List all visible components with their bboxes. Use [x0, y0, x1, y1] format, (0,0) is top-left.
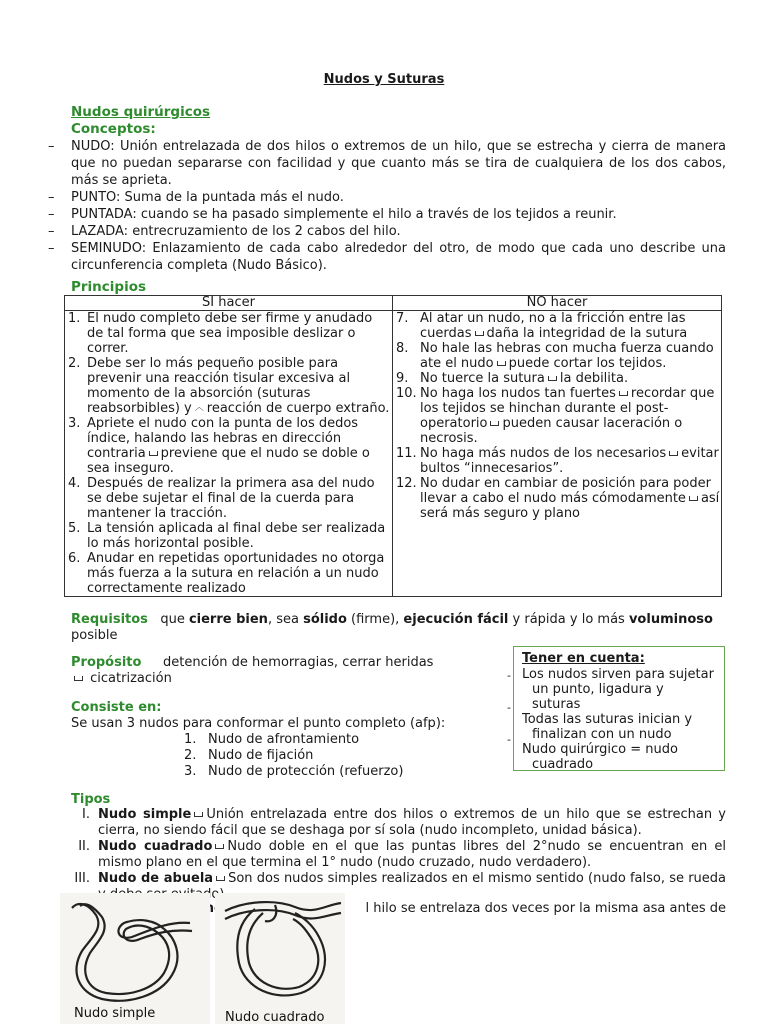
requisitos-paragraph: Requisitos que cierre bien, sea sólido (firme), ejecución fácil y rápida y lo más voluminoso posible	[71, 612, 713, 643]
principios-table-wrap	[64, 295, 722, 597]
consiste-text: Se usan 3 nudos para conformar el punto completo (afp):	[71, 716, 446, 731]
tipos-list	[70, 807, 726, 903]
concept-item: – SEMINUDO: Enlazamiento de cada cabo alrededor del otro, de modo que cada uno describe una circunferencia completa (Nudo Básico).	[44, 240, 726, 274]
tener-item: Nudo quirúrgico = nudo cuadrado	[522, 742, 678, 772]
tipo-item: III. Nudo de abuela Son dos nudos simples realizados en el mismo sentido (nudo falso, se rueda	[74, 871, 726, 886]
no-item: 7. Al atar un nudo, no a la fricción entre las cuerdas daña la integridad de la sutura	[396, 311, 688, 341]
arrow-placeholder-icon	[194, 812, 203, 817]
si-item: 4. Después de realizar la primera asa del nudo se debe sujetar el final de la cuerda para mantener la tracción.	[68, 476, 375, 521]
requisitos-label: Requisitos	[71, 612, 148, 627]
tipo-partial-text: l hilo se entrelaza dos veces por la misma asa antes de	[365, 901, 726, 916]
concept-item: – LAZADA: entrecruzamiento de los 2 cabos del hilo.	[44, 223, 726, 240]
no-item: 10. No haga los nudos tan fuertes recordar que los tejidos se hinchan durante el post-operatorio pueden causar laceración o necrosis.	[396, 386, 715, 446]
si-item: 5. La tensión aplicada al final debe ser realizada lo más horizontal posible.	[68, 521, 386, 551]
square-knot-caption: Nudo cuadrado	[225, 1010, 325, 1024]
no-item: 12. No dudar en cambiar de posición para poder llevar a cabo el nudo más cómodamente así será más seguro y plano	[396, 476, 720, 521]
concept-item: – PUNTADA: cuando se ha pasado simplemente el hilo a través de los tejidos a reunir.	[44, 206, 726, 223]
principios-table	[64, 295, 722, 597]
nudo-item: 3. Nudo de protección (refuerzo)	[184, 764, 404, 779]
tener-title: Tener en cuenta:	[522, 651, 645, 666]
conceptos-section	[71, 104, 726, 274]
tipo-item: II. Nudo cuadrado Nudo doble en el que las puntas libres del 2°nudo se encuentran en el mismo plano en el que termina el 1° nudo (nudo cruzado, nudo verdadero).	[78, 839, 726, 870]
tipos-heading: Tipos	[71, 792, 111, 807]
square-knot-image	[215, 893, 345, 1024]
tipo-item: I. Nudo simple Unión entrelazada entre dos hilos o extremos de un hilo que se estrechan y cierra, no siendo fácil que se deshaga por sí sola (nudo incompleto, unidad básica).	[82, 807, 726, 838]
no-item: 11. No haga más nudos de los necesarios evitar bultos “innecesarios”.	[396, 446, 719, 476]
tener-item: Los nudos sirven para sujetar un punto, ligadura y suturas	[522, 667, 714, 712]
square-knot-icon	[215, 893, 345, 1024]
consiste-section	[71, 700, 501, 780]
arrow-placeholder-icon	[216, 876, 225, 881]
tener-en-cuenta-box	[513, 646, 725, 771]
caret-symbol: ︿	[194, 403, 204, 413]
nudo-item: 1. Nudo de afrontamiento	[184, 732, 360, 747]
concept-item: – PUNTO: Suma de la puntada más el nudo.	[44, 189, 726, 206]
arrow-placeholder-icon	[497, 361, 506, 366]
principios-heading: Principios	[71, 279, 147, 295]
no-list	[393, 311, 721, 521]
tener-item: Todas las suturas inician y finalizan con un nudo	[522, 712, 693, 742]
conceptos-list	[0, 138, 726, 274]
simple-knot-icon	[60, 893, 210, 1024]
consiste-label: Consiste en:	[71, 700, 162, 715]
proposito-label: Propósito	[71, 655, 142, 670]
arrow-placeholder-icon	[669, 451, 678, 456]
col-si-header: SI hacer	[65, 296, 393, 311]
si-item: 2. Debe ser lo más pequeño posible para prevenir una reacción tisular excesiva al momento de la absorción (suturas reabsorbibles) y ︿ reacción de cuerpo extraño.	[68, 356, 390, 416]
conceptos-heading: Conceptos:	[71, 121, 156, 137]
no-item: 8. No hale las hebras con mucha fuerza cuando ate el nudo puede cortar los tejidos.	[396, 341, 714, 371]
page-title: Nudos y Suturas	[323, 72, 445, 87]
nudo-item: 2. Nudo de fijación	[184, 748, 314, 763]
arrow-placeholder-icon	[490, 421, 499, 426]
arrow-placeholder-icon	[149, 451, 158, 456]
tipos-section	[70, 807, 726, 903]
nudos-list	[184, 732, 501, 780]
si-item: 6. Anudar en repetidas oportunidades no otorga más fuerza a la sutura en relación a un nudo correctamente realizado	[68, 551, 385, 596]
arrow-placeholder-icon	[74, 676, 83, 681]
tener-list	[522, 667, 716, 772]
col-no-header: NO hacer	[393, 296, 722, 311]
simple-knot-image	[60, 893, 210, 1024]
nudos-quirurgicos-heading: Nudos quirúrgicos	[71, 104, 211, 120]
arrow-placeholder-icon	[475, 331, 484, 336]
arrow-placeholder-icon	[689, 496, 698, 501]
si-item: 3. Apriete el nudo con la punta de los dedos índice, halando las hebras en dirección contraria previene que el nudo se doble o sea inseguro.	[68, 416, 370, 476]
simple-knot-caption: Nudo simple	[74, 1006, 156, 1021]
box-dash-marks: - - -	[507, 669, 511, 746]
proposito-paragraph: Propósito detención de hemorragias, cerrar heridas cicatrización	[71, 655, 434, 686]
arrow-placeholder-icon	[548, 376, 557, 381]
arrow-placeholder-icon	[215, 844, 224, 849]
si-item: 1. El nudo completo debe ser firme y anudado de tal forma que sea imposible deslizar o correr.	[68, 311, 373, 356]
no-item: 9. No tuerce la sutura la debilita.	[396, 371, 629, 386]
concept-item: – NUDO: Unión entrelazada de dos hilos o extremos de un hilo, que se estrecha y cierra de manera que no puedan separarse con facilidad y que cuanto más se tira de cualquiera de los dos cabos, más se aprieta.	[44, 138, 726, 189]
si-list	[65, 311, 392, 596]
arrow-placeholder-icon	[619, 391, 628, 396]
